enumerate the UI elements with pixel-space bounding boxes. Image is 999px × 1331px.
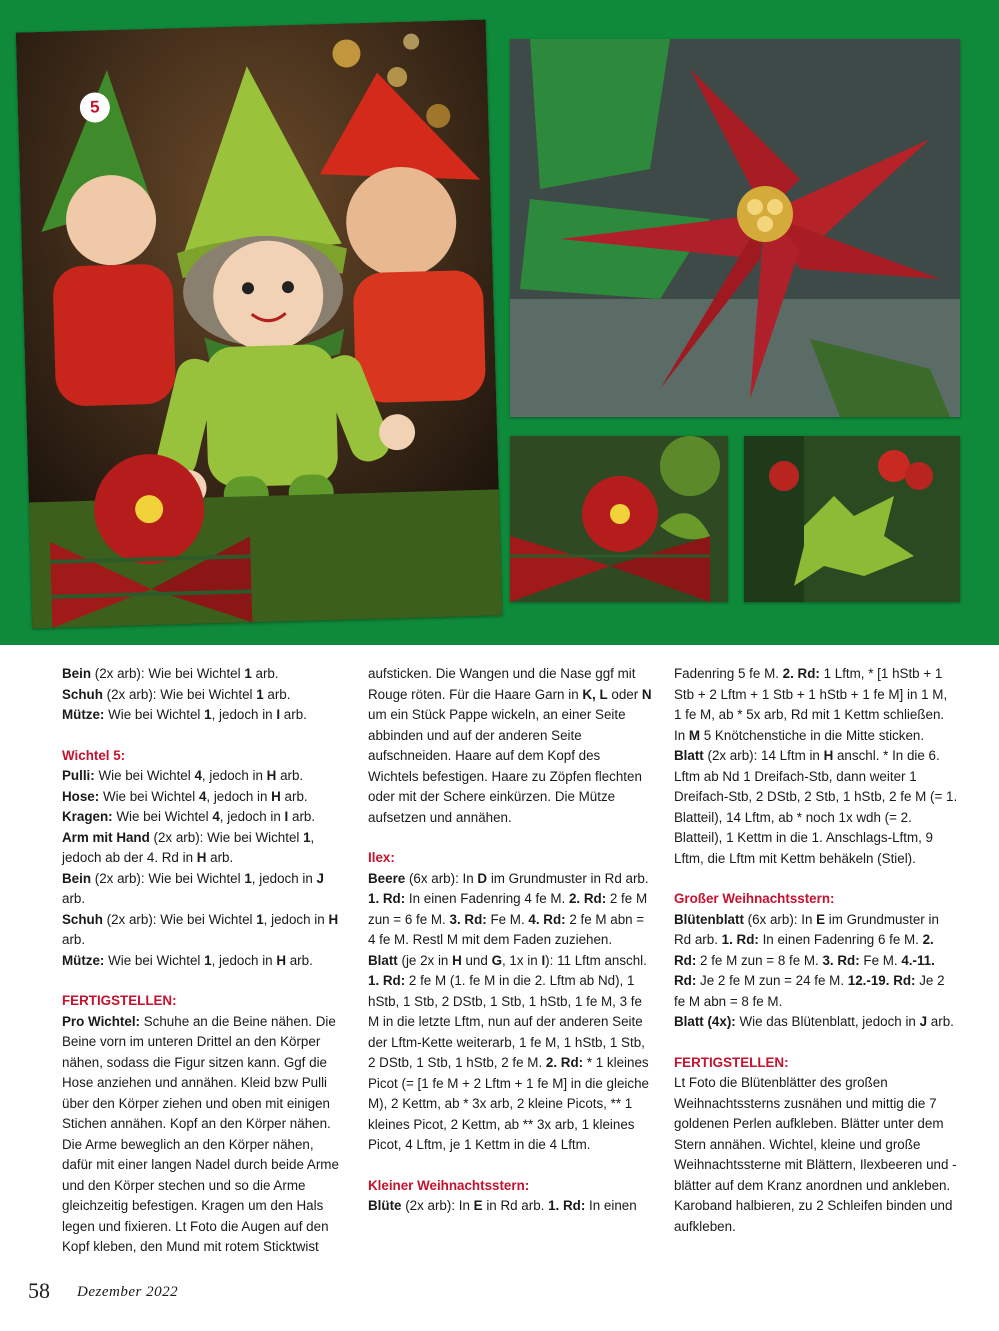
text: K, L xyxy=(582,686,608,702)
text: (2x arb): In xyxy=(401,1198,474,1213)
text: arb. xyxy=(263,686,291,702)
text: H xyxy=(823,748,834,763)
text: (6x arb): In xyxy=(743,911,817,927)
text: , jedoch in xyxy=(206,788,272,804)
text: (2x arb): Wie bei Wichtel xyxy=(91,666,245,681)
text: 2. Rd: xyxy=(782,666,820,681)
page-number: 58 xyxy=(28,1278,50,1303)
text: Fe M. xyxy=(486,911,529,927)
text: 4.-11. Rd: xyxy=(674,952,935,988)
holly-illustration xyxy=(744,436,960,602)
text: H xyxy=(276,952,287,968)
text: H xyxy=(452,952,462,968)
text: Wie bei Wichtel xyxy=(94,768,195,783)
text: 1 xyxy=(256,911,264,927)
photo-number-badge: 5 xyxy=(79,92,110,123)
text: 2. Rd: xyxy=(568,891,607,906)
text: * 1 kleines Picot (= [1 fe M + 2 Lftm + 1 fe M] in die gleiche M), 2 Kettm, ab * 3x arb, 2 kleine Picots, ** 1 kleines Picot, 2 Kettm, ab ** 3x arb, 1 kleines Picot, 4 Lftm, je 1 Kettm in die 4 Lftm. xyxy=(368,1055,649,1152)
text: arb. xyxy=(251,666,279,681)
label: Blatt xyxy=(674,748,704,763)
text: 4 xyxy=(194,768,202,783)
text: G xyxy=(491,952,502,968)
text: arb. xyxy=(62,891,86,906)
text: Wie bei Wichtel xyxy=(104,707,205,722)
text: 1. Rd: xyxy=(548,1198,586,1213)
text: arb. xyxy=(280,707,307,722)
text: In einen Fadenring 4 fe M. xyxy=(405,891,569,906)
section-heading xyxy=(62,991,344,1012)
text: In einen xyxy=(585,1198,637,1213)
label: Schuh xyxy=(62,686,103,702)
paragraph-kragen xyxy=(62,807,344,828)
text: arb. xyxy=(286,952,313,968)
issue-date: Dezember 2022 xyxy=(77,1284,179,1300)
holly-photo xyxy=(744,436,960,602)
text: arb. xyxy=(206,850,234,865)
text: (2x arb): Wie bei Wichtel xyxy=(149,829,304,845)
label: Arm mit Hand xyxy=(62,829,150,845)
text: 4. Rd: xyxy=(528,911,566,927)
text: 1. Rd: xyxy=(368,891,406,906)
paragraph-bluetenblatt xyxy=(674,910,958,1013)
paragraph-muetze xyxy=(62,705,344,726)
text-column-3 xyxy=(674,664,958,1237)
text: 2 fe M abn = 4 fe M. Restl M mit dem Faden zuziehen. xyxy=(368,911,645,947)
heading-text: FERTIGSTELLEN: xyxy=(62,993,177,1008)
section-heading xyxy=(368,1176,652,1197)
paragraph-fertigstellen xyxy=(674,1073,958,1237)
poinsettia-photo xyxy=(510,39,960,417)
paragraph-blatt xyxy=(368,951,652,1156)
text: 1 xyxy=(204,707,212,722)
text: Schuhe an die Beine nähen. Die Beine vorn im unteren Drittel an den Körper nähen, sodass die Figur sitzen kann. Ggf die Hose anziehen und annähen. Kleid bzw Pulli über den Körper ziehen und oben mit einigen Stichen annähen. Kopf an den Körper nähen. Die Arme beweglich an den Körper nähen, dafür mit einer langen Nadel durch beide Arme und den Körper stechen und so die Arme gleichzeitig befestigen. Kragen um den Hals legen und fixieren. Lt Foto die Augen auf den Kopf kleben, den Mund mit rotem Sticktwist xyxy=(62,1013,339,1254)
text: H xyxy=(266,768,277,783)
text: , jedoch in xyxy=(211,952,277,968)
text: Fadenring 5 fe M. xyxy=(674,666,783,681)
label: Bein xyxy=(62,666,92,681)
heading-text: Wichtel 5: xyxy=(62,747,126,763)
text: H xyxy=(271,788,281,804)
small-poinsettia-illustration xyxy=(510,436,728,602)
text: 4 xyxy=(212,809,220,824)
heading-text: Ilex: xyxy=(368,850,395,865)
text: Wie bei Wichtel xyxy=(99,788,199,804)
text: (2x arb): 14 Lftm in xyxy=(703,748,824,763)
elf-photo xyxy=(16,20,502,629)
section-heading xyxy=(368,848,652,869)
text: Fe M. xyxy=(859,952,902,968)
text: E xyxy=(473,1198,483,1213)
paragraph-bein xyxy=(62,664,344,685)
text: 12.-19. Rd: xyxy=(847,973,916,988)
label: Pulli: xyxy=(62,768,95,783)
text: Je 2 fe M abn = 8 fe M. xyxy=(674,973,945,1009)
paragraph-blatt-4x xyxy=(674,1012,958,1033)
label: Kragen: xyxy=(62,809,113,824)
paragraph-haare xyxy=(368,664,652,828)
section-heading xyxy=(674,1053,958,1074)
text: anschl. * In die 6. Lftm ab Nd 1 Dreifach-Stb, dann weiter 1 Dreifach-Stb, 2 DStb, 2 Stb, 1 hStb, 2 fe M (= 1. Blatteil), 14 Lftm, ab * noch 1x wdh (= 2. Blatteil), 1 Kettm in die 1. Anschlags-Lftm, 9 Lftm, die Lftm mit Kettm behäkeln (Stiel). xyxy=(674,748,958,866)
text: I xyxy=(284,809,289,824)
text: 1 xyxy=(303,829,311,845)
paragraph-bein-5 xyxy=(62,869,344,910)
text: 1 Lftm, * [1 hStb + 1 Stb + 2 Lftm + 1 Stb + 1 hStb + 1 fe M] in 1 M, 1 fe M, ab * 5x arb, Rd mit 1 Kettm schließen. In xyxy=(674,666,948,743)
text: , jedoch in xyxy=(211,707,277,722)
paragraph-arm xyxy=(62,828,344,869)
text-column-1 xyxy=(62,664,344,1258)
text: 1. Rd: xyxy=(368,973,406,988)
text: im Grundmuster in Rd arb. xyxy=(487,870,649,886)
text: 1 xyxy=(204,952,212,968)
heading-text: Kleiner Weihnachtsstern: xyxy=(368,1177,530,1193)
label: Mütze: xyxy=(62,952,105,968)
text: M xyxy=(688,727,701,743)
text: , jedoch in xyxy=(201,768,267,783)
small-poinsettia-photo xyxy=(510,436,728,602)
paragraph-fadenring xyxy=(674,664,958,746)
text: (je 2x in xyxy=(397,952,453,968)
heading-text: Großer Weihnachtsstern: xyxy=(674,891,835,906)
text: Wie das Blütenblatt, jedoch in xyxy=(735,1014,920,1029)
text: , jedoch in xyxy=(219,809,285,824)
text: Je 2 fe M zun = 24 fe M. xyxy=(696,973,848,988)
text: , jedoch in xyxy=(251,870,317,886)
label: Pro Wichtel: xyxy=(62,1013,140,1029)
label: Bein xyxy=(62,870,92,886)
text: H xyxy=(196,850,207,865)
text: (2x arb): Wie bei Wichtel xyxy=(102,686,257,702)
paragraph-bluete xyxy=(368,1196,652,1217)
section-heading xyxy=(674,889,958,910)
text: im Grundmuster in Rd arb. xyxy=(674,911,939,947)
text: 5 Knötchenstiche in die Mitte sticken. xyxy=(700,727,925,743)
label: Blatt xyxy=(368,952,398,968)
text: 2 fe M zun = 8 fe M. xyxy=(696,952,823,968)
text: D xyxy=(477,870,488,886)
section-heading xyxy=(62,746,344,767)
text: Wie bei Wichtel xyxy=(104,952,205,968)
text: 1 xyxy=(244,666,252,681)
text: arb. xyxy=(927,1014,954,1029)
label: Beere xyxy=(368,870,406,886)
text: 3. Rd: xyxy=(449,911,487,927)
text: in Rd arb. xyxy=(482,1198,549,1213)
text: I xyxy=(276,707,281,722)
paragraph-muetze-5 xyxy=(62,951,344,972)
text: und xyxy=(461,952,492,968)
paragraph-pulli xyxy=(62,766,344,787)
text: 1. Rd: xyxy=(721,932,759,947)
text: arb. xyxy=(288,809,316,824)
label: Blatt (4x): xyxy=(674,1014,736,1029)
text: In einen Fadenring 6 fe M. xyxy=(758,932,923,947)
paragraph-schuh xyxy=(62,685,344,706)
text: 2. Rd: xyxy=(674,932,934,968)
text: 1 xyxy=(256,686,264,702)
text: (2x arb): Wie bei Wichtel xyxy=(91,870,245,886)
paragraph-schuh-5 xyxy=(62,910,344,951)
text: aufsticken. Die Wangen und die Nase ggf mit Rouge röten. Für die Haare Garn in xyxy=(368,666,636,702)
text: , jedoch in xyxy=(263,911,329,927)
text: ): 11 Lftm anschl. xyxy=(545,952,647,968)
paragraph-beere xyxy=(368,869,652,951)
text-column-2 xyxy=(368,664,652,1217)
text: Lt Foto die Blütenblätter des großen Weihnachtssterns zusnähen und mittig die 7 goldenen Perlen aufkleben. Blätter unter dem Stern annähen. Wichtel, kleine und große Weihnachtssterne mit Blättern, Ilexbeeren und -blätter auf dem Kranz anordnen und ankleben. Karoband halbieren, zu 2 Schleifen binden und aufkleben. xyxy=(674,1075,957,1234)
paragraph-hose xyxy=(62,787,344,808)
text: Wie bei Wichtel xyxy=(112,809,213,824)
heading-text: FERTIGSTELLEN: xyxy=(674,1054,789,1070)
text: 2 fe M (1. fe M in die 2. Lftm ab Nd), 1 hStb, 1 Stb, 2 DStb, 1 Stb, 1 hStb, 1 fe M, 3 fe M in die letzte Lftm, nun auf der anderen Seite der Lftm-Kette weiterarb, 1 fe M, 1 hStb, 1 Stb, 2 DStb, 1 Stb, 1 hStb, 2 fe M. xyxy=(368,973,645,1070)
text: , 1x in xyxy=(501,952,542,968)
label: Hose: xyxy=(62,788,100,804)
text: arb. xyxy=(276,768,304,783)
text: , jedoch ab der 4. Rd in xyxy=(62,829,315,865)
text: 2. Rd: xyxy=(545,1055,584,1070)
text: J xyxy=(919,1014,928,1029)
text: (6x arb): In xyxy=(405,870,478,886)
text: 1 xyxy=(244,870,252,886)
text: I xyxy=(541,952,546,968)
label: Schuh xyxy=(62,911,103,927)
text: arb. xyxy=(62,932,86,947)
text: (2x arb): Wie bei Wichtel xyxy=(102,911,257,927)
paragraph-pro-wichtel xyxy=(62,1012,344,1258)
text: 3. Rd: xyxy=(822,952,860,968)
text: arb. xyxy=(280,788,308,804)
text: um ein Stück Pappe wickeln, an einer Seite abbinden und auf der anderen Seite aufschneiden. Haare auf dem Kopf des Wichtels befestigen. Haare zu Zöpfen flechten oder mit der Schere einkürzen. Die Mütze aufsetzen und annähen. xyxy=(368,707,642,825)
poinsettia-illustration xyxy=(510,39,960,417)
label: Blütenblatt xyxy=(674,911,744,927)
paragraph-blatt-stern xyxy=(674,746,958,869)
label: Blüte xyxy=(368,1198,402,1213)
text: N xyxy=(641,686,652,702)
text: E xyxy=(816,911,826,927)
text: oder xyxy=(607,686,642,702)
text: H xyxy=(328,911,339,927)
text: J xyxy=(316,870,324,886)
text: 4 xyxy=(198,788,207,804)
label: Mütze: xyxy=(62,707,105,722)
text: 2 fe M zun = 6 fe M. xyxy=(368,891,648,927)
